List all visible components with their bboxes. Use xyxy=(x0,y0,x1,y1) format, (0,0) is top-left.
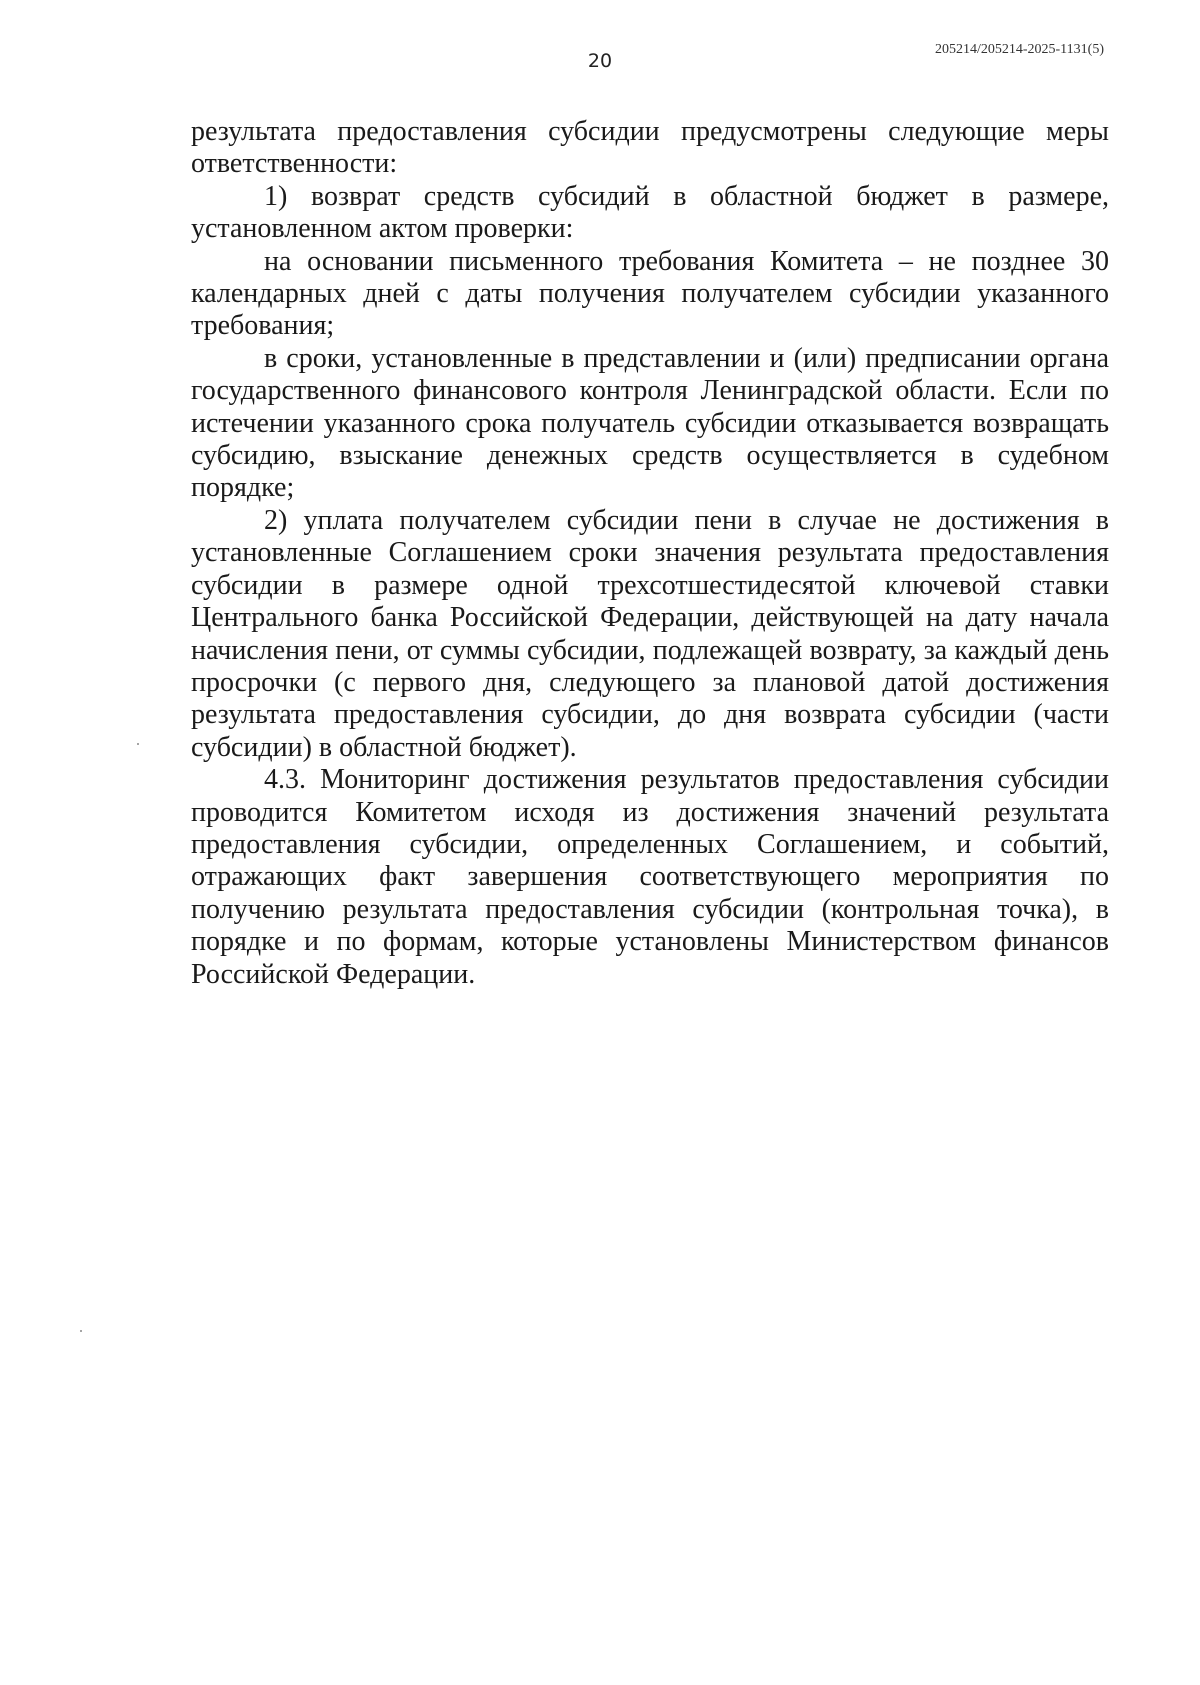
scan-speck xyxy=(80,1330,82,1332)
paragraph-item-1: 1) возврат средств субсидий в областной бюджет в размере, установленном актом проверки: xyxy=(191,180,1109,245)
document-id: 205214/205214-2025-1131(5) xyxy=(934,42,1104,57)
page-number: 20 xyxy=(587,50,613,72)
paragraph-written-demand: на основании письменного требования Комитета – не позднее 30 календарных дней с даты получения получателем субсидии указанного требования; xyxy=(191,245,1109,342)
paragraph-continuation: результата предоставления субсидии предусмотрены следующие меры ответственности: xyxy=(191,116,1109,180)
paragraph-4-3: 4.3. Мониторинг достижения результатов предоставления субсидии проводится Комитетом исходя из достижения значений результата предоставления субсидии, определенных Соглашением, и событий, отражающих факт завершения соответствующего мероприятия по получению результата предоставления субсидии (контрольная точка), в порядке и по формам, которые установлены Министерством финансов Российской Федерации. xyxy=(191,764,1109,990)
document-body xyxy=(191,116,1109,991)
paragraph-item-2: 2) уплата получателем субсидии пени в случае не достижения в установленные Соглашением сроки значения результата предоставления субсидии в размере одной трехсотшестидесятой ключевой ставки Центрального банка Российской Федерации, действующей на дату начала начисления пени, от суммы субсидии, подлежащей возврату, за каждый день просрочки (с первого дня, следующего за плановой датой достижения результата предоставления субсидии, до дня возврата субсидии (части субсидии) в областной бюджет). xyxy=(191,504,1109,763)
paragraph-control-terms: в сроки, установленные в представлении и (или) предписании органа государственного финансового контроля Ленинградской области. Если по истечении указанного срока получатель субсидии отказывается возвращать субсидию, взыскание денежных средств осуществляется в судебном порядке; xyxy=(191,342,1109,504)
scan-speck xyxy=(137,743,139,745)
